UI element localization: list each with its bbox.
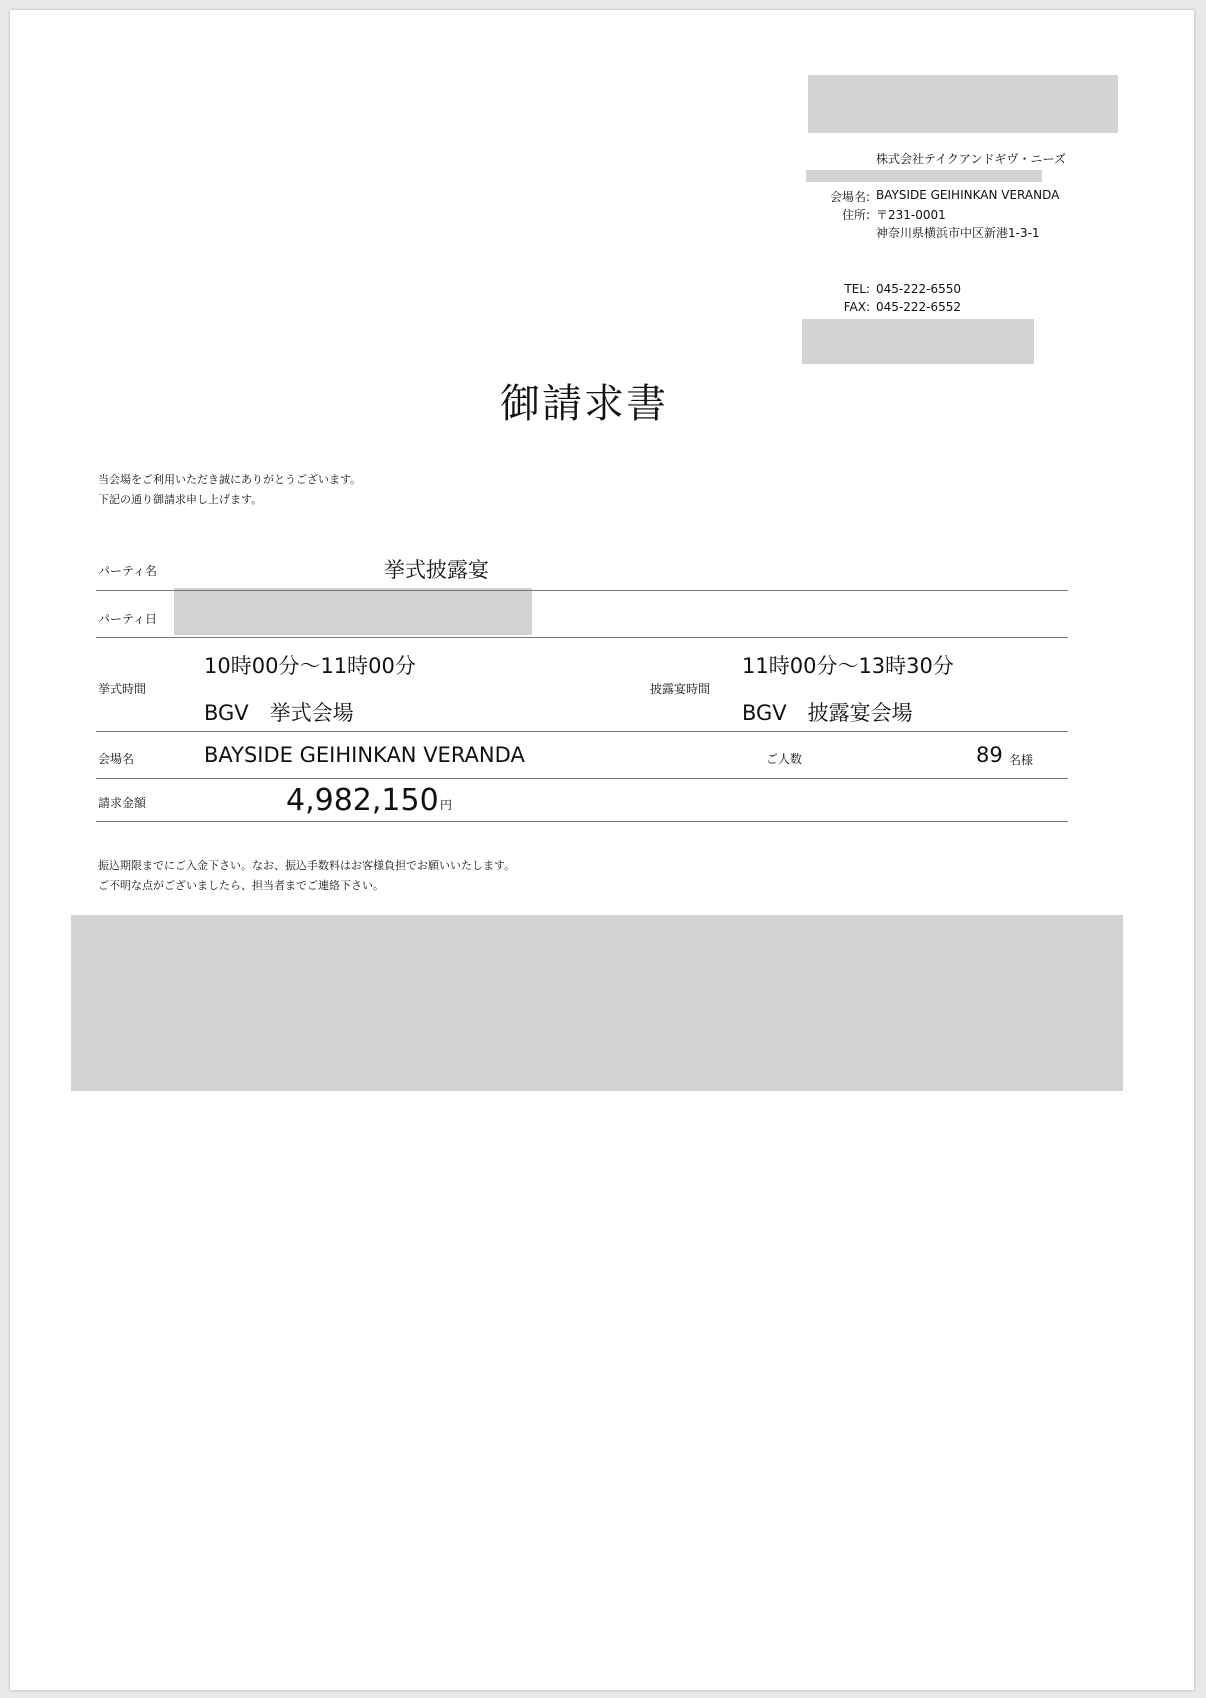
issuer-venue: BAYSIDE GEIHINKAN VERANDA (876, 188, 1060, 202)
issuer-fax-label: FAX: (843, 300, 870, 314)
venue-name: BAYSIDE GEIHINKAN VERANDA (204, 743, 525, 767)
reception-time: 11時00分～13時30分 (742, 654, 954, 678)
ceremony-time: 10時00分～11時00分 (204, 654, 416, 678)
issuer-address: 神奈川県横浜市中区新港1-3-1 (876, 226, 1040, 240)
redacted-party-date (174, 588, 532, 635)
table-divider (96, 821, 1068, 822)
issuer-postal: 〒231-0001 (876, 208, 946, 222)
amount-unit: 円 (440, 798, 453, 812)
document-title: 御請求書 (500, 381, 668, 427)
issuer-address-label: 住所: (841, 208, 870, 222)
reception-place: BGV 披露宴会場 (742, 701, 913, 725)
party-name: 挙式披露宴 (384, 558, 489, 582)
venue-label: 会場名 (98, 752, 135, 766)
party-name-label: パーティ名 (98, 564, 158, 578)
table-divider (96, 731, 1068, 732)
table-divider (96, 778, 1068, 779)
redacted-issuer-logo (808, 75, 1118, 133)
guests-count: 89 (976, 743, 1003, 767)
amount-value: 4,982,150 (286, 783, 439, 818)
guests-unit: 名様 (1009, 753, 1034, 767)
table-divider (96, 637, 1068, 638)
reception-time-label: 披露宴時間 (650, 682, 711, 696)
issuer-tel: 045-222-6550 (876, 282, 962, 296)
ceremony-place: BGV 挙式会場 (204, 701, 354, 725)
issuer-tel-label: TEL: (844, 282, 870, 296)
party-date-label: パーティ日 (98, 612, 158, 626)
issuer-fax: 045-222-6552 (876, 300, 962, 314)
intro-line-2: 下記の通り御請求申し上げます。 (98, 493, 263, 506)
guests-label: ご人数 (766, 752, 803, 766)
intro-line-1: 当会場をご利用いただき誠にありがとうございます。 (98, 473, 362, 486)
invoice-page (10, 10, 1194, 1690)
note-line-1: 振込期限までにご入金下さい。なお、振込手数料はお客様負担でお願いいたします。 (98, 859, 516, 872)
issuer-venue-label: 会場名: (829, 190, 870, 204)
amount-label: 請求金額 (98, 796, 147, 810)
ceremony-time-label: 挙式時間 (98, 682, 147, 696)
redacted-issuer-line (806, 170, 1042, 182)
note-line-2: ご不明な点がございましたら、担当者までご連絡下さい。 (98, 879, 384, 892)
table-divider (96, 590, 1068, 591)
redacted-issuer-staff (802, 319, 1034, 364)
redacted-bank-info (71, 915, 1123, 1091)
issuer-company: 株式会社テイクアンドギヴ・ニーズ (876, 152, 1066, 166)
